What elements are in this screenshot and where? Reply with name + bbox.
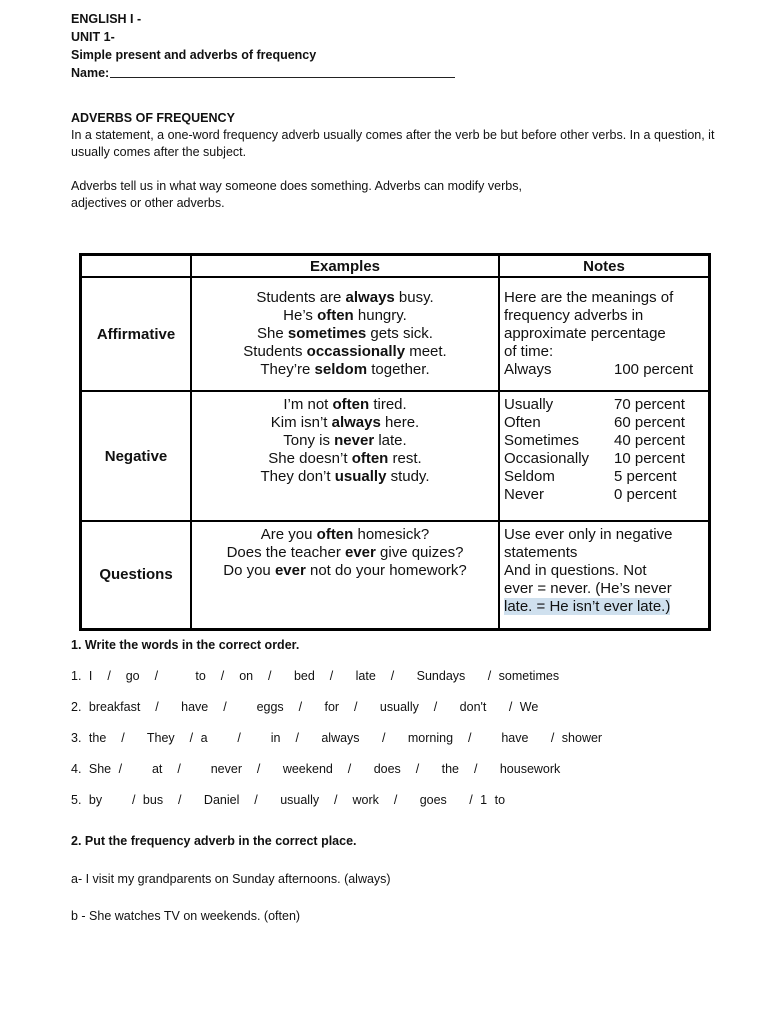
example-text: study.: [386, 468, 430, 485]
intro-paragraph-2-line-1: Adverbs tell us in what way someone does something. Adverbs can modify verbs,: [71, 179, 522, 193]
example-text: gets sick.: [366, 325, 433, 342]
example-text: He’s: [283, 307, 318, 324]
topic-title: Simple present and adverbs of frequency: [71, 48, 317, 62]
example-text: together.: [367, 361, 430, 378]
example-text: tired.: [369, 396, 407, 413]
frequency-adverb: Often: [504, 414, 541, 431]
frequency-percent-row: [504, 361, 708, 379]
name-label: Name:: [71, 66, 110, 80]
example-text: homesick?: [353, 526, 430, 543]
note-line: frequency adverbs in: [504, 307, 644, 324]
adverb-highlight: often: [316, 526, 354, 543]
adverb-highlight: occassionally: [306, 343, 406, 360]
example-text: here.: [380, 414, 420, 431]
intro-paragraph-2: [71, 178, 731, 212]
list-item: 4. She / at / never / weekend / does / the / housework: [71, 762, 561, 776]
frequency-adverb: Seldom: [504, 468, 555, 485]
example-text: rest.: [388, 450, 422, 467]
name-field: [71, 64, 731, 82]
frequency-percent: 10 percent: [614, 450, 685, 467]
course-title: ENGLISH I -: [71, 12, 142, 26]
table-header-empty: [81, 255, 192, 278]
note-line: Here are the meanings of: [504, 289, 674, 306]
adverb-highlight: always: [345, 289, 395, 306]
example-sentence: [192, 361, 498, 379]
example-text: meet.: [405, 343, 447, 360]
adverb-highlight: ever: [344, 544, 376, 561]
example-text: Do you: [223, 562, 275, 579]
example-sentence: [192, 526, 498, 544]
section-title: ADVERBS OF FREQUENCY: [71, 111, 235, 125]
examples-questions: [191, 521, 499, 629]
exercise-1-title: 1. Write the words in the correct order.: [71, 638, 300, 652]
frequency-percent: 40 percent: [614, 432, 685, 449]
note-line: ever = never. (He’s never: [504, 580, 672, 597]
frequency-adverb: Occasionally: [504, 450, 590, 467]
adverb-highlight: often: [351, 450, 389, 467]
list-item: b - She watches TV on weekends. (often): [71, 909, 301, 923]
example-sentence: [192, 468, 498, 486]
example-sentence: [192, 544, 498, 562]
example-text: Students are: [256, 289, 346, 306]
example-sentence: [192, 562, 498, 580]
example-text: They don’t: [260, 468, 335, 485]
name-blank-line[interactable]: [110, 77, 455, 78]
frequency-adverb: Sometimes: [504, 432, 580, 449]
note-line: [504, 598, 708, 616]
frequency-percent-row: [504, 414, 708, 432]
example-text: hungry.: [353, 307, 407, 324]
exercise-2-title: 2. Put the frequency adverb in the correct place.: [71, 834, 357, 848]
row-label-negative: Negative: [81, 391, 192, 521]
examples-affirmative: [191, 277, 499, 391]
example-sentence: [192, 396, 498, 414]
adverb-highlight: never: [334, 432, 375, 449]
notes-affirmative: [499, 277, 710, 391]
examples-negative: [191, 391, 499, 521]
frequency-percent-row: [504, 432, 708, 450]
example-text: I’m not: [283, 396, 333, 413]
adverbs-table: [79, 253, 711, 631]
frequency-adverb: Usually: [504, 396, 554, 413]
table-header-examples: Examples: [191, 255, 499, 278]
adverb-highlight: often: [317, 307, 354, 324]
list-item: 1. I / go / to / on / bed / late / Sundays / sometimes: [71, 669, 560, 683]
example-text: Kim isn’t: [270, 414, 332, 431]
example-text: They’re: [260, 361, 315, 378]
example-text: She: [257, 325, 288, 342]
table-row-questions: [81, 521, 710, 629]
example-sentence: [192, 289, 498, 307]
example-sentence: [192, 450, 498, 468]
example-sentence: [192, 414, 498, 432]
example-text: Tony is: [283, 432, 335, 449]
example-text: She doesn’t: [268, 450, 352, 467]
unit-title: UNIT 1-: [71, 30, 115, 44]
list-item: 5. by / bus / Daniel / usually / work / goes / 1 to: [71, 793, 506, 807]
example-text: give quizes?: [375, 544, 464, 561]
frequency-percent-row: [504, 450, 708, 468]
adverb-highlight: sometimes: [287, 325, 367, 342]
notes-questions: [499, 521, 710, 629]
note-line: of time:: [504, 343, 554, 360]
adverb-highlight: always: [331, 414, 381, 431]
note-line: Use ever only in negative: [504, 526, 673, 543]
table-header-notes: Notes: [499, 255, 710, 278]
example-sentence: [192, 325, 498, 343]
note-line: statements: [504, 544, 578, 561]
frequency-percent: 5 percent: [614, 468, 677, 485]
intro-paragraph-2-line-2: adjectives or other adverbs.: [71, 196, 225, 210]
list-item: 3. the / They / a / in / always / morning / have / shower: [71, 731, 603, 745]
table-row-negative: [81, 391, 710, 521]
frequency-percent: 100 percent: [614, 361, 694, 378]
adverb-highlight: often: [332, 396, 370, 413]
note-line: approximate percentage: [504, 325, 666, 342]
exercises: [71, 636, 731, 944]
adverb-highlight: usually: [334, 468, 387, 485]
frequency-percent-row: [504, 396, 708, 414]
row-label-affirmative: Affirmative: [81, 277, 192, 391]
intro-paragraph-1: In a statement, a one-word frequency adverb usually comes after the verb be but before other verbs. In a question, it usually comes after the subject.: [71, 128, 715, 159]
example-text: Are you: [260, 526, 317, 543]
frequency-percent: 60 percent: [614, 414, 685, 431]
frequency-percent: 0 percent: [614, 486, 677, 503]
frequency-adverb: Always: [504, 361, 552, 378]
example-text: late.: [374, 432, 407, 449]
adverb-highlight: ever: [274, 562, 306, 579]
worksheet-header: [71, 10, 731, 212]
table-header-row: [81, 255, 710, 278]
row-label-questions: Questions: [81, 521, 192, 629]
table-row-affirmative: [81, 277, 710, 391]
example-sentence: [192, 307, 498, 325]
example-text: busy.: [394, 289, 434, 306]
note-line: And in questions. Not: [504, 562, 647, 579]
frequency-percent: 70 percent: [614, 396, 685, 413]
example-text: Does the teacher: [226, 544, 345, 561]
adverb-highlight: seldom: [314, 361, 368, 378]
list-item: a- I visit my grandparents on Sunday afternoons. (always): [71, 872, 391, 886]
example-text: Students: [243, 343, 307, 360]
frequency-adverb: Never: [504, 486, 545, 503]
frequency-percent-row: [504, 486, 708, 504]
example-text: not do your homework?: [305, 562, 467, 579]
example-sentence: [192, 432, 498, 450]
highlighted-note: late. = He isn’t ever late.): [504, 598, 671, 615]
notes-negative: [499, 391, 710, 521]
list-item: 2. breakfast / have / eggs / for / usually / don't / We: [71, 700, 539, 714]
frequency-percent-row: [504, 468, 708, 486]
example-sentence: [192, 343, 498, 361]
